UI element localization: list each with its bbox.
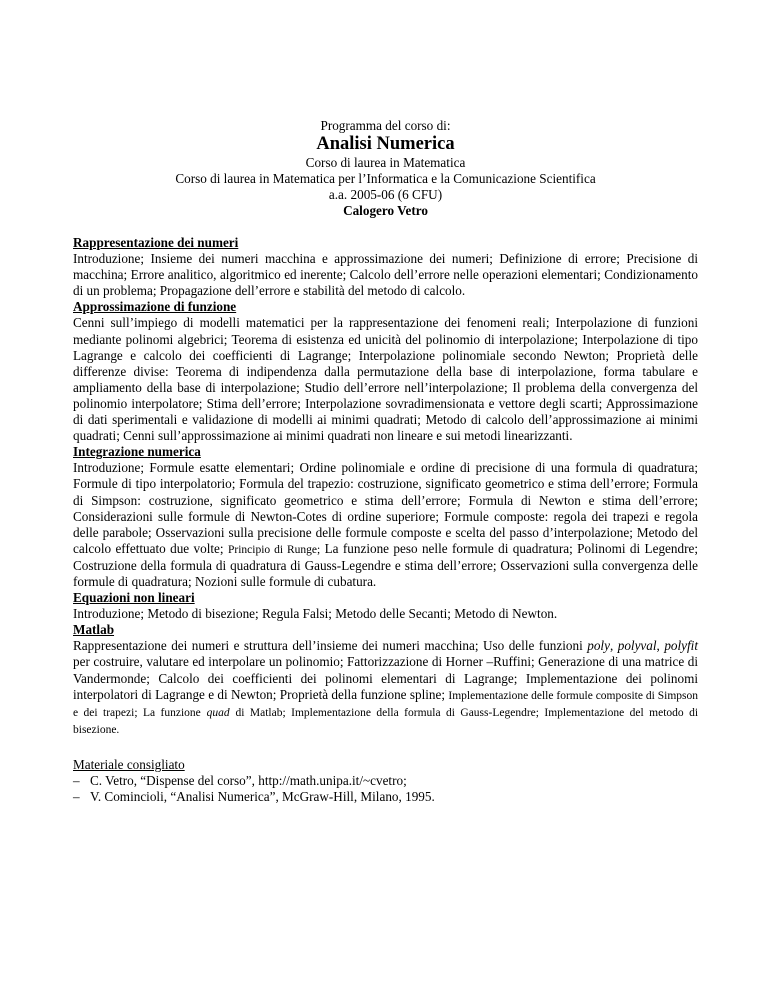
- section-body: Introduzione; Metodo di bisezione; Regula Falsi; Metodo delle Secanti; Metodo di Newton.: [73, 606, 558, 622]
- section-title: Rappresentazione dei numeri: [73, 235, 239, 250]
- document-page: [73, 118, 698, 806]
- section-title: Approssimazione di funzione: [73, 299, 237, 315]
- section-rappresentazione: [73, 235, 698, 299]
- reference-text: V. Comincioli, “Analisi Numerica”, McGraw-Hill, Milano, 1995.: [90, 789, 435, 805]
- reference-item: [73, 773, 698, 789]
- reference-item: [73, 789, 698, 805]
- section-matlab: [73, 622, 698, 738]
- separator: ,: [656, 638, 660, 654]
- section-body: [73, 638, 698, 738]
- section-body-small-text: di Matlab; Implementazione della formula di Gauss-Legendre; Implementazione del metodo di bisezione.: [73, 706, 699, 736]
- section-body: [73, 460, 698, 590]
- section-body: Cenni sull’impiego di modelli matematici per la rappresentazione dei fenomeni reali; Interpolazione di funzioni mediante polinomi algebrici; Teorema di esistenza ed unicità del polinomio di interpolazione; Interpolazione di tipo Lagrange e calcolo dei coefficienti di Lagrange; Interpolazione polinomiale secondo Newton; Proprietà delle differenze divise: Teorema di indipendenza dalla permutazione della base di interpolazione, forma tabulare e ampliamento della base di interpolazione; Studio dell’errore nell’interpolazione; Il problema della convergenza del polinomio interpolatore; Stima dell’errore; Interpolazione sovradimensionata e vettore degli scarti; Approssimazione di dati sperimentali e validazione di modelli ai minimi quadrati; Metodo di calcolo dell’approssimazione ai minimi quadrati; Cenni sull’approssimazione ai minimi quadrati non lineare e sui metodi linearizzanti.: [73, 315, 698, 444]
- reference-text: C. Vetro, “Dispense del corso”, http://math.unipa.it/~cvetro;: [90, 773, 407, 789]
- section-body-small-text: Principio di Runge;: [227, 543, 321, 556]
- function-name-polyval: polyval: [617, 638, 657, 654]
- section-title: Equazioni non lineari: [73, 590, 195, 606]
- section-equazioni: [73, 590, 698, 622]
- function-name-quad: quad: [206, 706, 230, 719]
- dash-bullet: –: [73, 789, 80, 805]
- section-body-text: per costruire, valutare ed interpolare un polinomio; Fattorizzazione di Horner –Ruffini; Generazione di una matrice di Vandermonde; Calcolo dei coefficienti dei polinomi elementari di Lagrange; Implementazione dei polinomi interpolatori di Lagrange e di Newton; Proprietà della funzione spline;: [73, 654, 698, 702]
- course-title: Analisi Numerica: [316, 134, 455, 154]
- document-header: [73, 118, 698, 219]
- syllabus-sections: [73, 235, 698, 738]
- degree-line-2: Corso di laurea in Matematica per l’Informatica e la Comunicazione Scientifica: [175, 171, 596, 186]
- function-name-poly: poly: [587, 638, 610, 654]
- dash-bullet: –: [73, 773, 80, 789]
- recommended-materials: [73, 757, 698, 806]
- section-integrazione: [73, 444, 698, 590]
- separator: ,: [609, 638, 614, 654]
- function-name-polyfit: polyfit: [664, 638, 699, 654]
- section-body: Introduzione; Insieme dei numeri macchina e approssimazione dei numeri; Definizione di errore; Precisione di macchina; Errore analitico, algoritmico ed inerente; Calcolo dell’errore nelle operazioni elementari; Condizionamento di un problema; Propagazione dell’errore e stabilità del metodo di calcolo.: [73, 251, 698, 299]
- section-body-text: Rappresentazione dei numeri e struttura dell’insieme dei numeri macchina; Uso delle funzioni: [73, 638, 583, 654]
- header-intro: Programma del corso di:: [320, 118, 451, 133]
- section-title: Matlab: [73, 622, 115, 638]
- section-approssimazione: [73, 299, 698, 444]
- materials-title: Materiale consigliato: [73, 756, 185, 772]
- section-body-text: Introduzione; Formule esatte elementari; Ordine polinomiale e ordine di precisione di una formula di quadratura; Formule di tipo interpolatorio; Formula del trapezio: costruzione, significato geometrico e stima dell’errore; Formula di Simpson: costruzione, significato geometrico e stima dell’errore; Formula di Newton e stima dell’errore; Considerazioni sulle formule di Newton-Cotes di ordine superiore; Formule composte: regola dei trapezi e regola delle parabole; Osservazioni sulla precisione delle formule composte e scelta del passo d’interpolazione; Metodo del calcolo effettuato due volte;: [73, 460, 698, 556]
- academic-year: a.a. 2005-06 (6 CFU): [328, 187, 443, 202]
- section-body-small-text: Implementazione delle formule composite di Simpson e dei trapezi; La funzione: [73, 689, 699, 719]
- section-title: Integrazione numerica: [73, 444, 201, 460]
- section-body-text: La funzione peso nelle formule di quadratura; Polinomi di Legendre; Costruzione della formula di quadratura di Gauss-Legendre e stima dell’errore; Osservazioni sulla convergenza delle formule di quadratura; Nozioni sulle formule di cubatura.: [73, 540, 698, 589]
- instructor-name: Calogero Vetro: [343, 203, 428, 218]
- degree-line-1: Corso di laurea in Matematica: [305, 155, 466, 170]
